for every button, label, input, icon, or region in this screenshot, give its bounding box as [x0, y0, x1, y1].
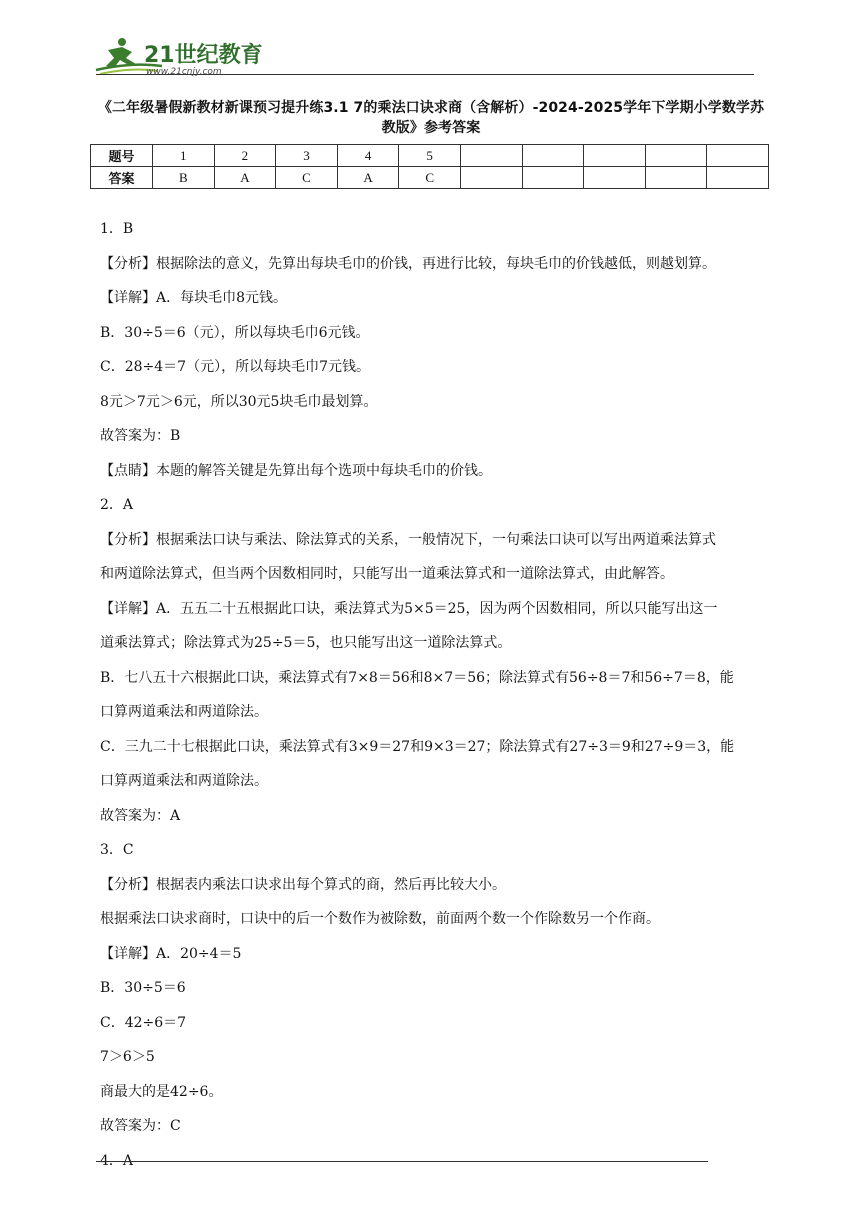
table-cell-answer: C	[276, 167, 338, 189]
detail-text: 【详解】A．五五二十五根据此口诀，乘法算式为5×5＝25，因为两个因数相同，所以只能写出这一	[100, 600, 718, 617]
detail-text: 口算两道乘法和两道除法。	[100, 773, 268, 789]
table-cell-answer: A	[214, 167, 276, 189]
logo-21cnjy	[92, 36, 272, 78]
table-row-numbers	[91, 145, 769, 167]
table-cell-number: 2	[214, 145, 276, 167]
detail-text: C．42÷6＝7	[100, 1014, 187, 1031]
final-answer: 故答案为：A	[100, 807, 181, 824]
final-answer: 故答案为：B	[100, 428, 181, 444]
table-cell-answer	[645, 167, 707, 189]
detail-text: B．30÷5＝6（元），所以每块毛巾6元钱。	[100, 324, 370, 341]
detail-text: B．30÷5＝6	[100, 980, 186, 996]
detail-text: 【详解】A．20÷4＝5	[100, 945, 242, 962]
table-cell-answer	[584, 167, 646, 189]
table-header-answer: 答案	[91, 167, 153, 189]
header-rule	[96, 74, 754, 75]
footer-rule	[96, 1161, 708, 1162]
table-cell-number	[645, 145, 707, 167]
question-number: 4．A	[100, 1152, 134, 1169]
detail-text: C．三九二十七根据此口诀，乘法算式有3×9＝27和9×3＝27；除法算式有27÷3＝9和27÷9＝3，能	[100, 738, 735, 755]
table-cell-number: 5	[399, 145, 461, 167]
analysis-text: 【分析】根据除法的意义，先算出每块毛巾的价钱，再进行比较，每块毛巾的价钱越低，则越划算。	[100, 255, 716, 272]
answer-content	[100, 218, 762, 1184]
detail-text: 7＞6＞5	[100, 1049, 155, 1065]
detail-text: 口算两道乘法和两道除法。	[100, 704, 268, 720]
comment-text: 【点睛】本题的解答关键是先算出每个选项中每块毛巾的价钱。	[100, 462, 492, 479]
table-cell-number	[522, 145, 584, 167]
question-number: 1．B	[100, 221, 134, 237]
detail-text: 道乘法算式；除法算式为25÷5＝5，也只能写出这一道除法算式。	[100, 635, 512, 651]
document-title: 《二年级暑假新教材新课预习提升练3.1 7的乘法口诀求商（含解析）-2024-2025学年下学期小学数学苏教版》参考答案	[97, 100, 765, 136]
analysis-text: 和两道除法算式，但当两个因数相同时，只能写出一道乘法算式和一道除法算式，由此解答。	[100, 566, 674, 582]
answer-table	[90, 144, 769, 189]
detail-text: B．七八五十六根据此口诀，乘法算式有7×8＝56和8×7＝56；除法算式有56÷8＝7和56÷7＝8，能	[100, 669, 734, 686]
logo-url: www.21cnjy.com	[146, 67, 222, 77]
table-header-number: 题号	[91, 145, 153, 167]
table-cell-answer: C	[399, 167, 461, 189]
table-cell-answer: B	[153, 167, 215, 189]
table-cell-number: 1	[153, 145, 215, 167]
final-answer: 故答案为：C	[100, 1118, 181, 1134]
analysis-text: 根据乘法口诀求商时，口诀中的后一个数作为被除数，前面两个数一个作除数另一个作商。	[100, 911, 660, 927]
analysis-text: 【分析】根据乘法口诀与乘法、除法算式的关系，一般情况下，一句乘法口诀可以写出两道乘法算式	[100, 531, 716, 548]
table-cell-number: 4	[337, 145, 399, 167]
table-cell-number: 3	[276, 145, 338, 167]
detail-text: 8元＞7元＞6元，所以30元5块毛巾最划算。	[100, 393, 378, 410]
question-number: 2．A	[100, 497, 134, 513]
detail-text: 商最大的是42÷6。	[100, 1083, 223, 1100]
table-cell-number	[707, 145, 769, 167]
table-cell-answer: A	[337, 167, 399, 189]
table-row-answers	[91, 167, 769, 189]
logo-text: 21世纪教育	[144, 43, 263, 68]
table-cell-answer	[522, 167, 584, 189]
detail-text: 【详解】A．每块毛巾8元钱。	[100, 290, 288, 306]
question-number: 3．C	[100, 842, 134, 858]
analysis-text: 【分析】根据表内乘法口诀求出每个算式的商，然后再比较大小。	[100, 876, 506, 893]
detail-text: C．28÷4＝7（元），所以每块毛巾7元钱。	[100, 359, 370, 375]
table-cell-number	[584, 145, 646, 167]
table-cell-number	[460, 145, 522, 167]
table-cell-answer	[707, 167, 769, 189]
table-cell-answer	[460, 167, 522, 189]
